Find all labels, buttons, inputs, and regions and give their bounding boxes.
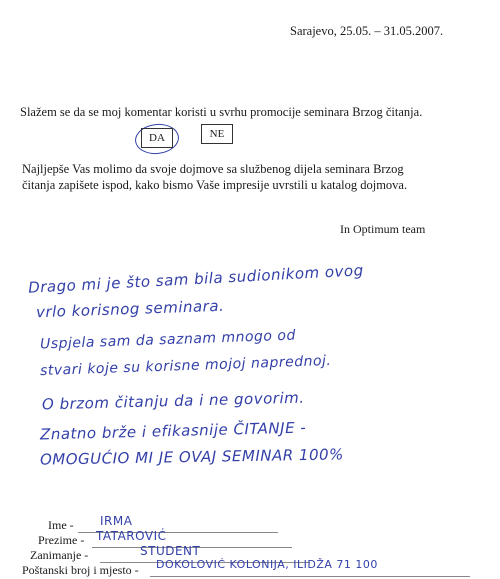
surname-label: Prezime - [38, 533, 85, 547]
occupation-label: Zanimanje - [30, 548, 89, 562]
occupation-value[interactable]: STUDENT [140, 544, 201, 558]
option-ne-box[interactable] [201, 124, 233, 144]
comment-line: O brzom čitanju da i ne govorim. [41, 388, 305, 414]
comment-line: Znatno brže i efikasnije ČITANJE - [39, 418, 307, 444]
team-signature: In Optimum team [340, 222, 426, 236]
option-ne-label: NE [209, 128, 225, 140]
option-da-box[interactable] [141, 128, 173, 148]
postal-label: Poštanski broj i mjesto - [22, 563, 139, 577]
name-label: Ime - [48, 518, 74, 532]
surname-value[interactable]: TATAROVIĆ [96, 529, 167, 543]
request-line-1: Najljepše Vas molimo da svoje dojmove sa službenog dijela seminara Brzog [22, 162, 404, 176]
comment-line: stvari koje su korisne mojoj naprednoj. [39, 352, 332, 380]
consent-statement: Slažem se da se moj komentar koristi u svrhu promocije seminara Brzog čitanja. [20, 105, 423, 119]
place-date: Sarajevo, 25.05. – 31.05.2007. [290, 24, 444, 38]
name-value[interactable]: IRMA [100, 514, 133, 528]
option-da-label: DA [149, 132, 165, 144]
postal-value[interactable]: DOKOLOVIĆ KOLONIJA, ILIDŽA 71 100 [156, 558, 378, 571]
comment-line: Uspjela sam da saznam mnogo od [39, 327, 297, 353]
postal-underline [150, 576, 470, 577]
comment-line: vrlo korisnog seminara. [35, 296, 225, 322]
request-line-2: čitanja zapišete ispod, kako bismo Vaše impresije uvrstili u katalog dojmova. [22, 178, 408, 192]
comment-line: Drago mi je što sam bila sudionikom ovog [27, 261, 365, 297]
comment-line: OMOGUĆIO MI JE OVAJ SEMINAR 100% [39, 445, 344, 469]
